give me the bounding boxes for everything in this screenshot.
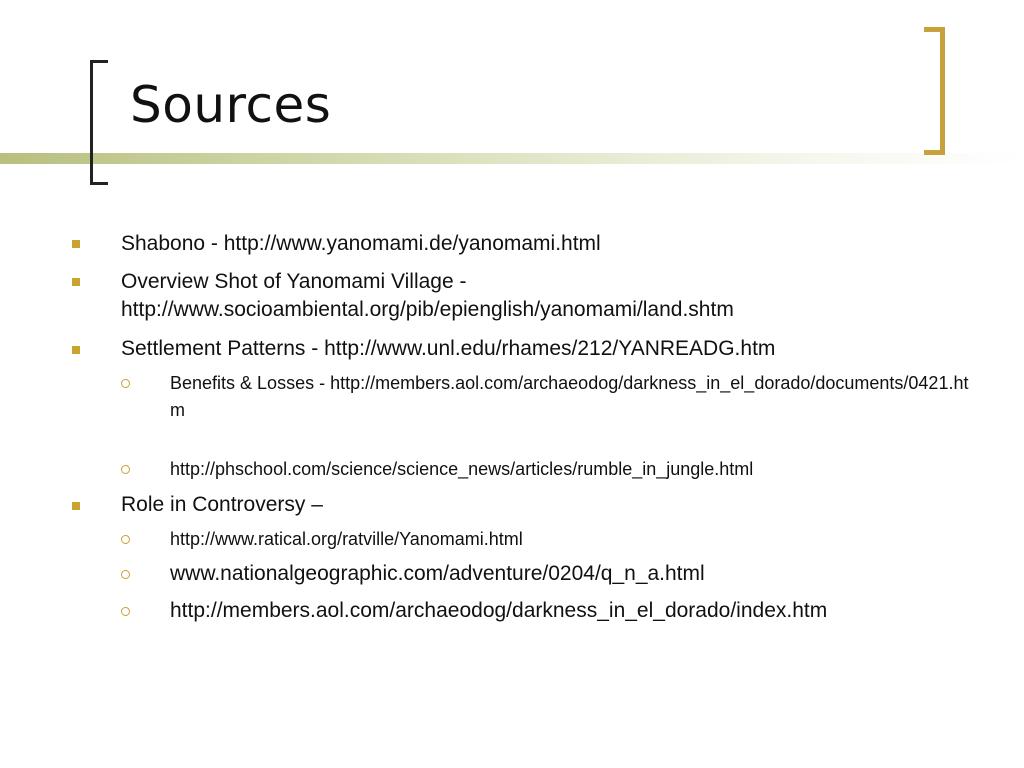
circle-bullet-icon <box>121 465 130 474</box>
left-bracket-decoration <box>90 60 108 185</box>
list-item: www.nationalgeographic.com/adventure/0204/q_n_a.html <box>170 562 705 585</box>
right-bracket-decoration <box>924 27 945 155</box>
square-bullet-icon <box>72 240 80 248</box>
list-item: Settlement Patterns - http://www.unl.edu/rhames/212/YANREADG.htm <box>121 337 776 360</box>
list-item: http://members.aol.com/archaeodog/darkness_in_el_dorado/index.htm <box>170 599 828 622</box>
list-item: http://phschool.com/science/science_news/articles/rumble_in_jungle.html <box>170 459 754 479</box>
square-bullet-icon <box>72 502 80 510</box>
list-item: Role in Controversy – <box>121 493 323 516</box>
circle-bullet-icon <box>121 379 130 388</box>
title-underline-bar <box>0 153 1024 164</box>
square-bullet-icon <box>72 278 80 286</box>
circle-bullet-icon <box>121 607 130 616</box>
square-bullet-icon <box>72 346 80 354</box>
slide-title: Sources <box>130 76 332 134</box>
list-item: http://www.ratical.org/ratville/Yanomami.html <box>170 529 523 549</box>
circle-bullet-icon <box>121 535 130 544</box>
list-item: Shabono - http://www.yanomami.de/yanomami.html <box>121 232 601 255</box>
circle-bullet-icon <box>121 570 130 579</box>
list-item: Benefits & Losses - http://members.aol.com/archaeodog/darkness_in_el_dorado/documents/0421.htm <box>170 373 969 420</box>
list-item: Overview Shot of Yanomami Village - http://www.socioambiental.org/pib/epienglish/yanomami/land.shtm <box>121 270 734 321</box>
